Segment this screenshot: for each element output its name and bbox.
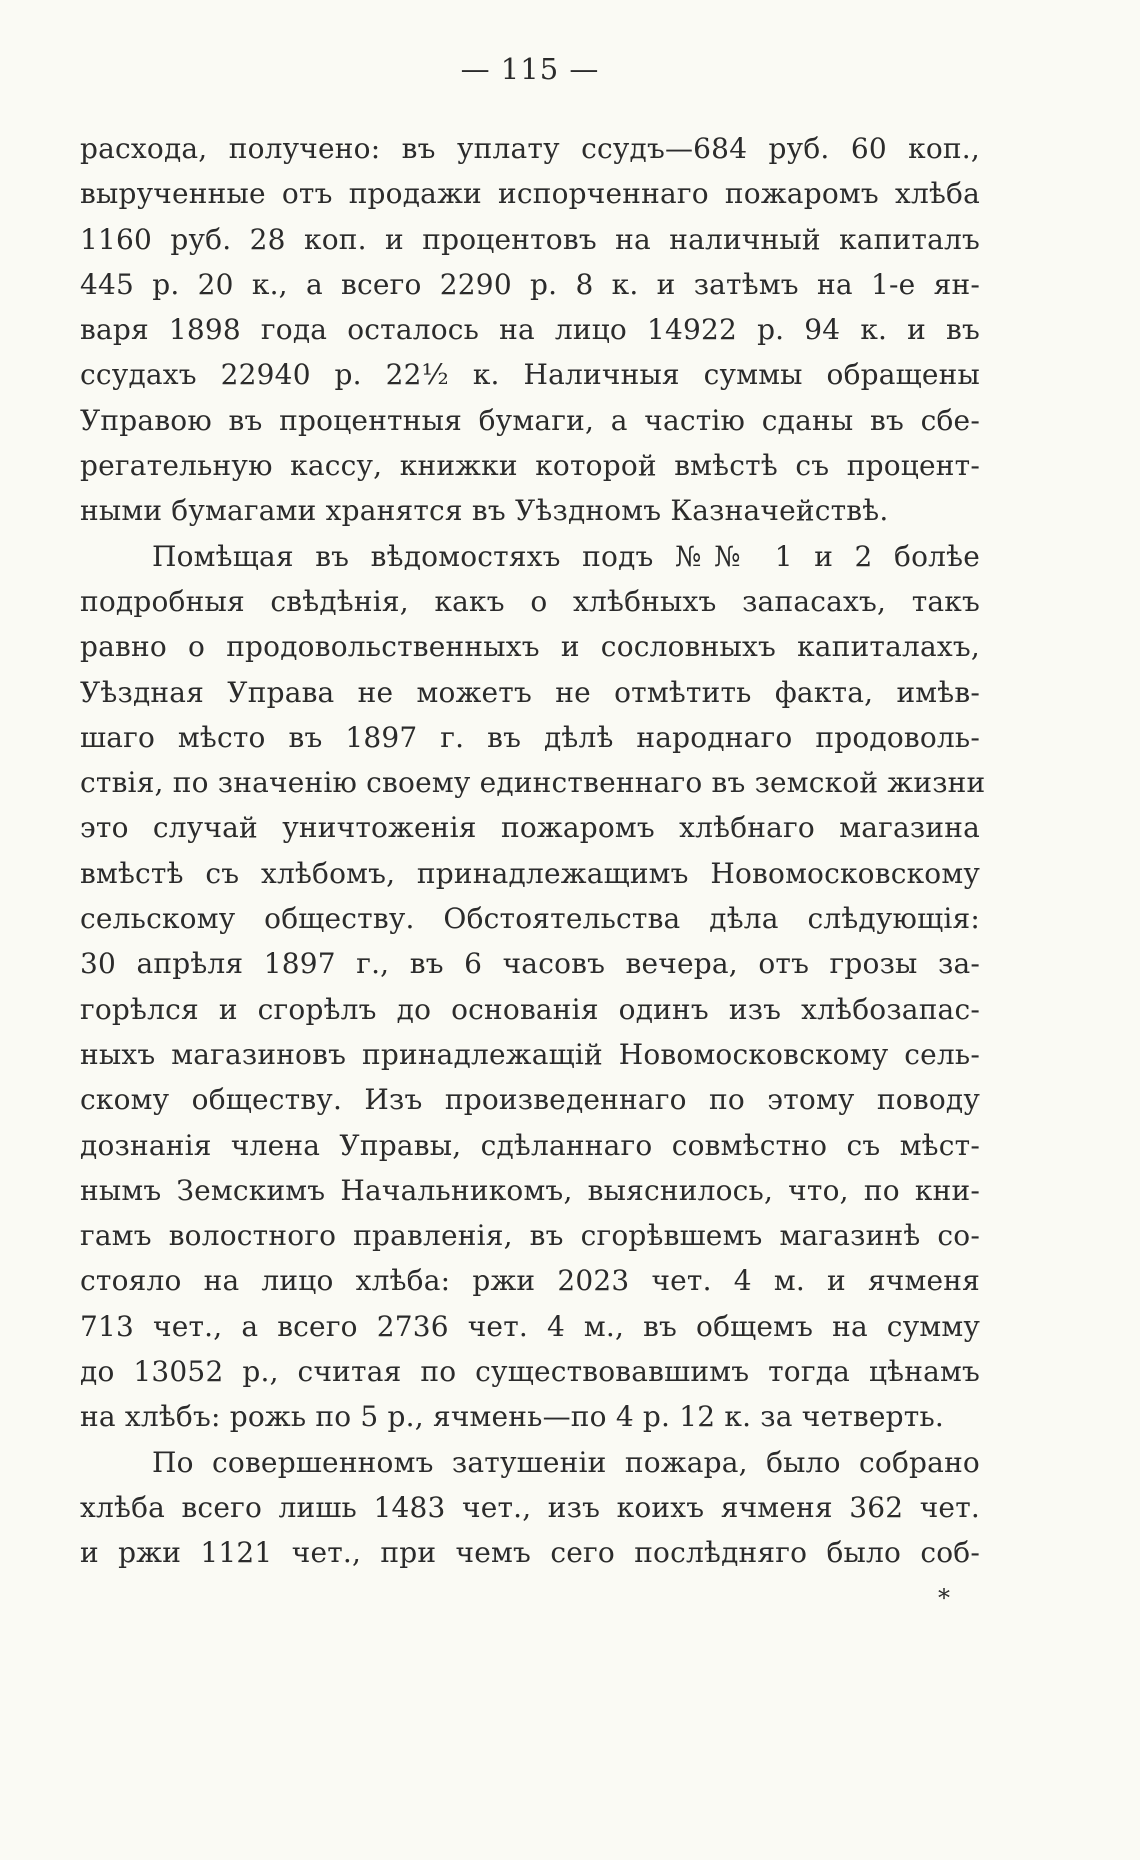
text-line: 713 чет., а всего 2736 чет. 4 м., въ общемъ на сумму [80, 1309, 980, 1343]
paragraph [80, 1440, 980, 1576]
text-line: Помѣщая въ вѣдомостяхъ подъ №№ 1 и 2 болѣе [152, 539, 980, 573]
text-line: 1160 руб. 28 коп. и процентовъ на наличный капиталъ [80, 222, 980, 256]
text-line: ными бумагами хранятся въ Уѣздномъ Казначействѣ. [80, 494, 889, 528]
text-line: равно о продовольственныхъ и сословныхъ капиталахъ, [80, 630, 980, 664]
text-line: 445 р. 20 к., а всего 2290 р. 8 к. и затѣмъ на 1-е ян- [80, 267, 980, 301]
text-line: Уѣздная Управа не можетъ не отмѣтить факта, имѣв- [80, 675, 980, 709]
document-page [80, 0, 986, 1860]
text-line: ссудахъ 22940 р. 22½ к. Наличныя суммы обращены [80, 358, 980, 392]
paragraph [80, 534, 986, 1440]
page-number: — 115 — [460, 52, 600, 86]
text-line: регательную кассу, книжки которой вмѣстѣ съ процент- [80, 449, 980, 483]
text-line: вырученные отъ продажи испорченнаго пожаромъ хлѣба [80, 177, 980, 211]
text-line: на хлѣбъ: рожь по 5 р., ячмень—по 4 р. 12 к. за четверть. [80, 1400, 945, 1434]
text-line: до 13052 р., считая по существовавшимъ тогда цѣнамъ [80, 1355, 980, 1389]
signature-mark: * [938, 1584, 950, 1612]
text-line: это случай уничтоженія пожаромъ хлѣбнаго магазина [80, 811, 980, 845]
text-line: горѣлся и сгорѣлъ до основанія одинъ изъ хлѣбозапас- [80, 992, 980, 1026]
text-line: и ржи 1121 чет., при чемъ сего послѣдняго было соб- [80, 1536, 980, 1570]
text-line: варя 1898 года осталось на лицо 14922 р. 94 к. и въ [80, 313, 980, 347]
text-line: подробныя свѣдѣнія, какъ о хлѣбныхъ запасахъ, такъ [80, 584, 980, 618]
text-line: ствія, по значенію своему единственнаго въ земской жизни [80, 766, 986, 800]
text-line: дознанія члена Управы, сдѣланнаго совмѣстно съ мѣст- [80, 1128, 980, 1162]
text-line: сельскому обществу. Обстоятельства дѣла слѣдующія: [80, 902, 980, 936]
text-line: ныхъ магазиновъ принадлежащій Новомосковскому сель- [80, 1037, 980, 1071]
text-line: расхода, получено: въ уплату ссудъ—684 руб. 60 коп., [80, 132, 980, 165]
text-line: вмѣстѣ съ хлѣбомъ, принадлежащимъ Новомосковскому [80, 856, 980, 890]
text-line: По совершенномъ затушеніи пожара, было собрано [152, 1445, 980, 1479]
text-line: гамъ волостного правленія, въ сгорѣвшемъ магазинѣ со- [80, 1219, 980, 1253]
body-text [80, 126, 986, 1576]
text-line: стояло на лицо хлѣба: ржи 2023 чет. 4 м. и ячменя [80, 1264, 980, 1298]
text-line: нымъ Земскимъ Начальникомъ, выяснилось, что, по кни- [80, 1173, 980, 1207]
text-line: хлѣба всего лишь 1483 чет., изъ коихъ ячменя 362 чет. [80, 1490, 980, 1524]
text-line: Управою въ процентныя бумаги, а частію сданы въ сбе- [80, 403, 980, 437]
text-line: шаго мѣсто въ 1897 г. въ дѣлѣ народнаго продоволь- [80, 720, 980, 754]
text-line: скому обществу. Изъ произведеннаго по этому поводу [80, 1083, 980, 1117]
paragraph [80, 126, 980, 534]
text-line: 30 апрѣля 1897 г., въ 6 часовъ вечера, отъ грозы за- [80, 947, 980, 981]
